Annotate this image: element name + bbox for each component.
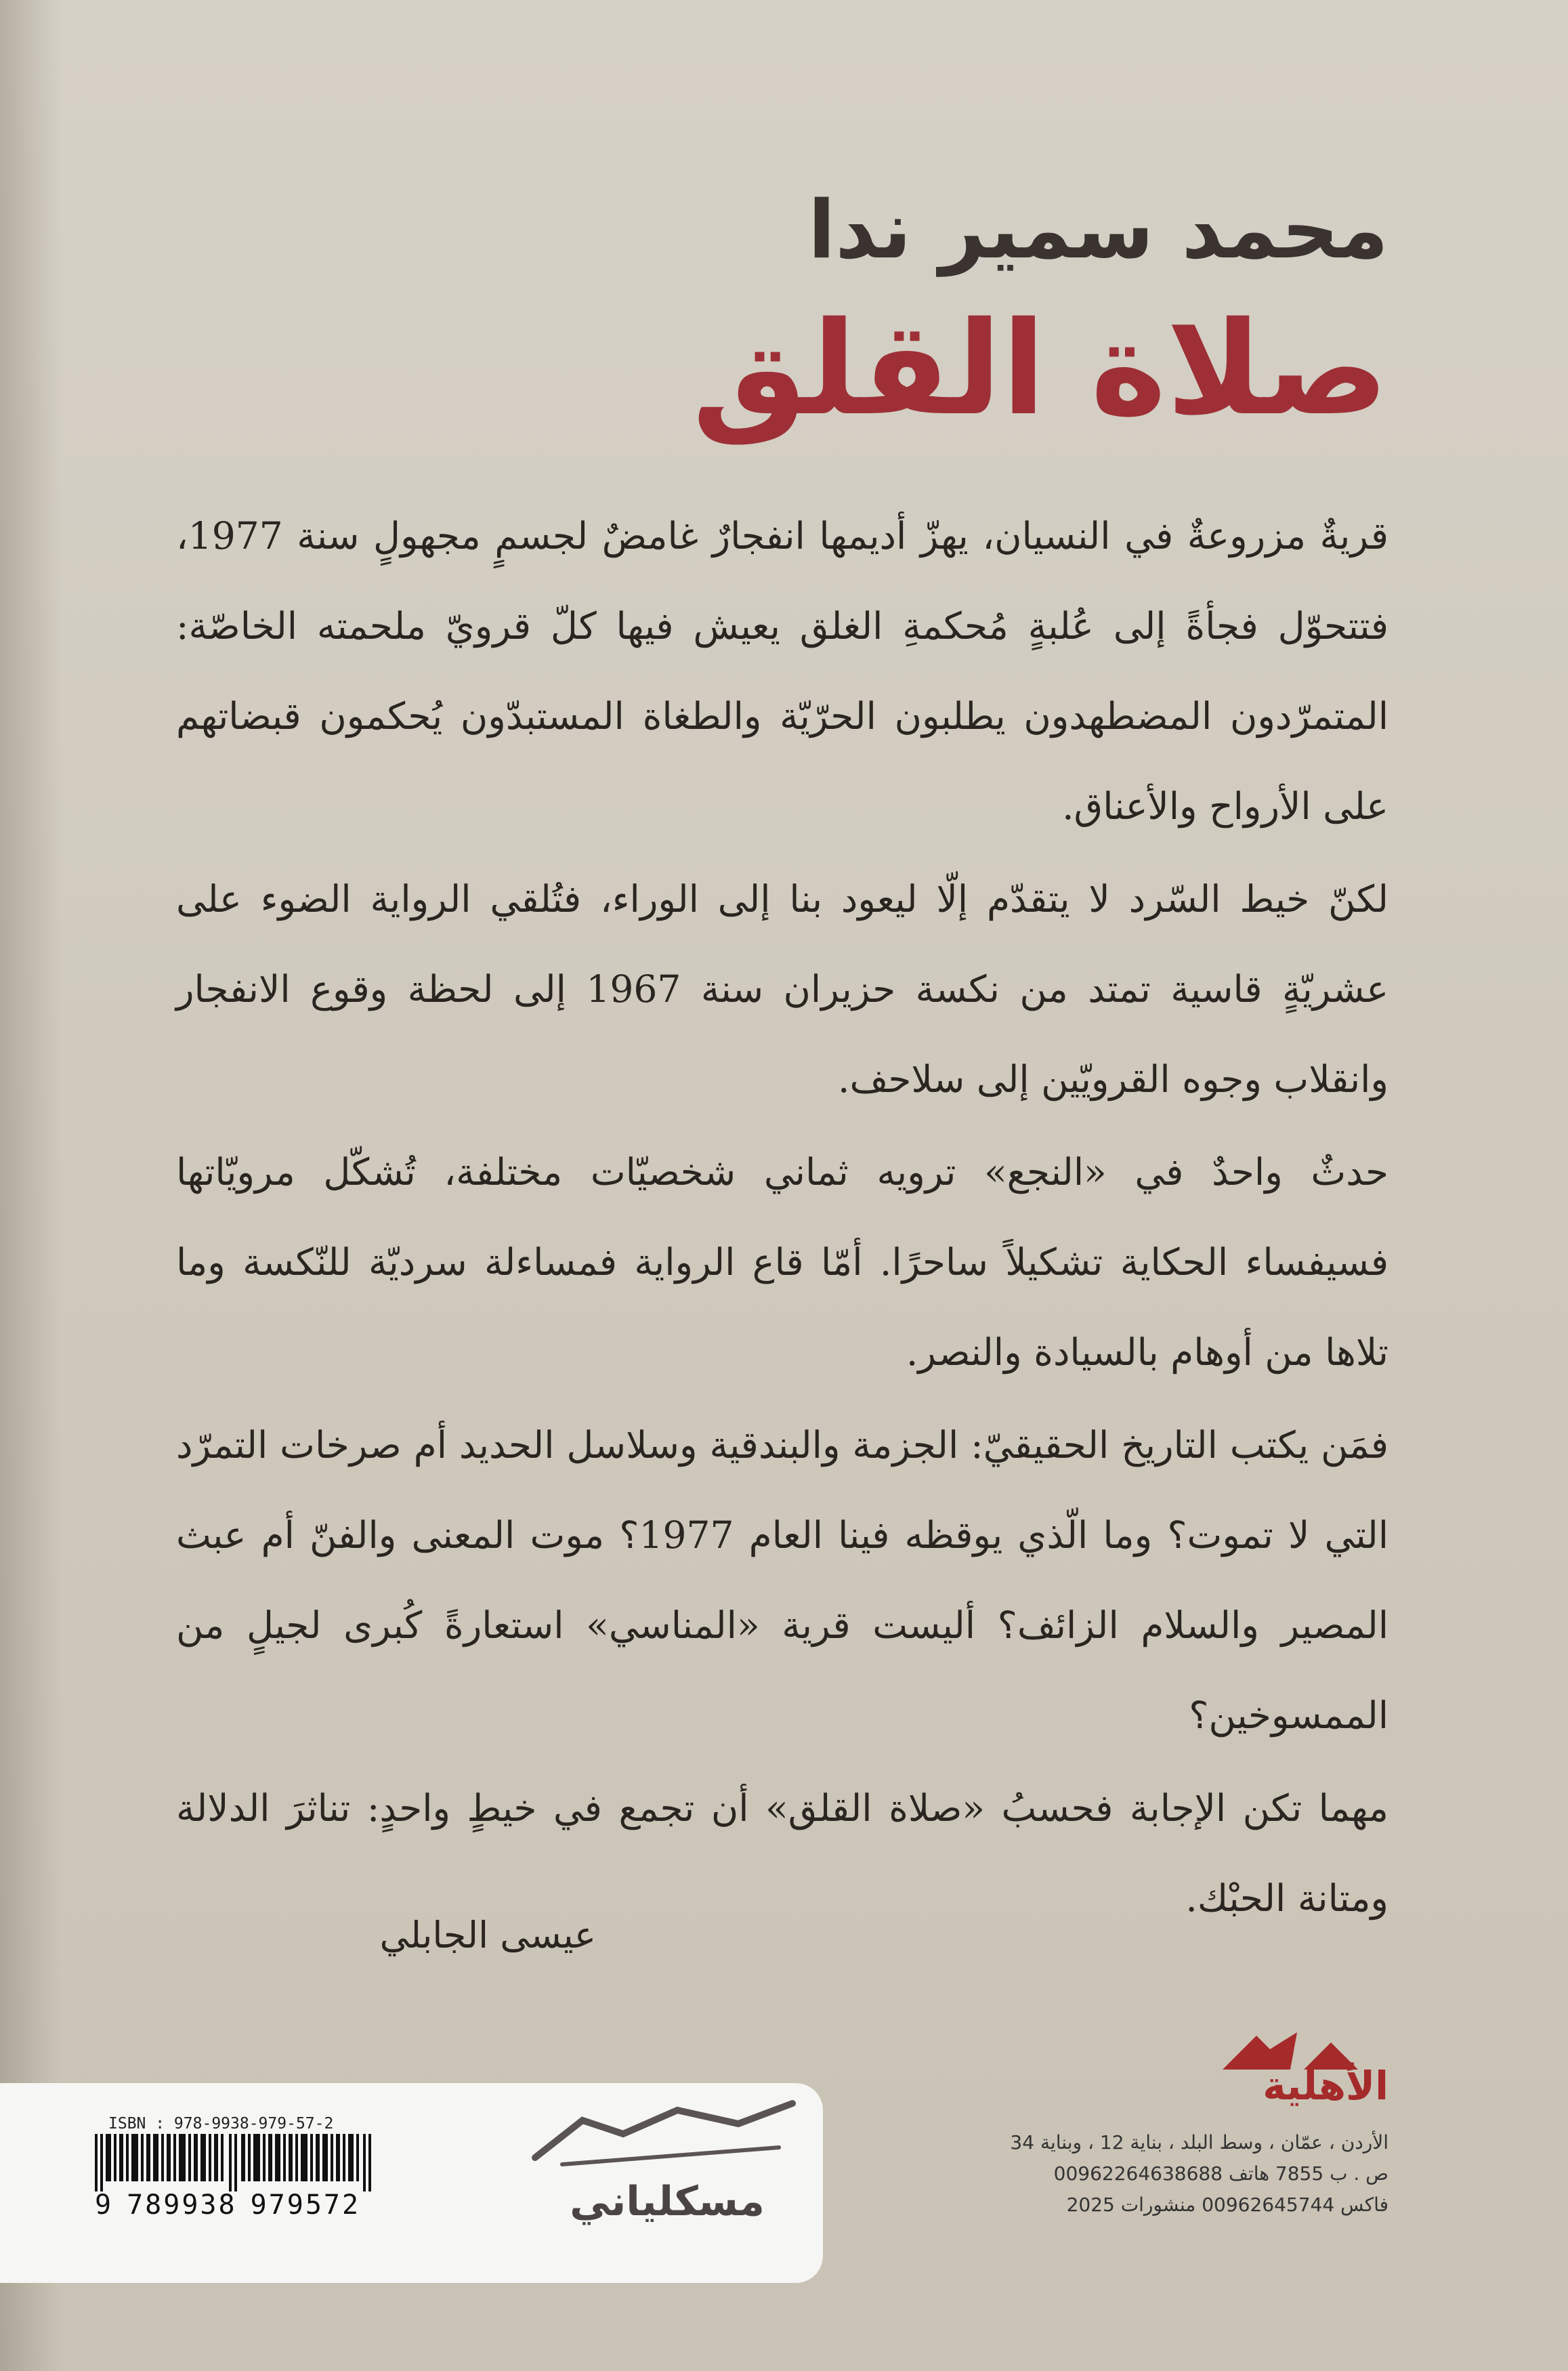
book-title: صلاة القلق: [692, 294, 1389, 444]
publisher-contact: [874, 2127, 1389, 2221]
blurb-paragraph: فمَن يكتب التاريخ الحقيقيّ: الجزمة والبندقية وسلاسل الحديد أم صرخات التمرّد التي لا تموت؟ وما الّذي يوقظه فينا العام 1977؟ موت المعنى والفنّ أم عبث المصير والسلام الزائف؟ أليست قرية «المناسي» استعارةً كُبرى لجيلٍ من الممسوخين؟: [176, 1423, 1389, 1737]
publisher-fax: فاكس 00962645744 منشورات 2025: [1066, 2194, 1389, 2216]
barcode-digit-group: 979572: [250, 2189, 361, 2221]
barcode-digit-group: 789938: [127, 2189, 237, 2221]
blurb: [176, 491, 1389, 1946]
blurb-paragraph: مهما تكن الإجابة فحسبُ «صلاة القلق» أن تجمع في خيطٍ واحدٍ: تناثرَ الدلالة ومتانة الحبْك.: [176, 1786, 1389, 1920]
barcode-digit-first: 9: [95, 2189, 114, 2221]
publisher-phone: ص . ب 7855 هاتف 00962264638688: [1053, 2162, 1389, 2185]
publisher-address: الأردن ، عمّان ، وسط البلد ، بناية 12 ، وبناية 34: [1010, 2131, 1389, 2154]
barcode-icon: [95, 2134, 379, 2191]
blurb-signature: عيسى الجابلي: [379, 1914, 596, 1956]
author-name: محمد سمير ندا: [807, 183, 1389, 276]
publisher-name: الأهلية: [1263, 2063, 1389, 2109]
blurb-paragraph: حدثٌ واحدٌ في «النجع» ترويه ثماني شخصيّات مختلفة، تُشكّل مرويّاتها فسيفساء الحكاية تشكيلاً ساحرًا. أمّا قاع الرواية فمساءلة سرديّة للنّكسة وما تلاها من أوهام بالسيادة والنصر.: [176, 1150, 1389, 1374]
blurb-paragraph: لكنّ خيط السّرد لا يتقدّم إلّا ليعود بنا إلى الوراء، فتُلقي الرواية الضوء على عشريّةٍ قاسية تمتد من نكسة حزيران سنة 1967 إلى لحظة وقوع الانفجار وانقلاب وجوه القرويّين إلى سلاحف.: [176, 877, 1389, 1101]
blurb-paragraph: قريةٌ مزروعةٌ في النسيان، يهزّ أديمها انفجارٌ غامضٌ لجسمٍ مجهولٍ سنة 1977، فتتحوّل فجأةً إلى عُلبةٍ مُحكمةِ الغلق يعيش فيها كلّ قرويّ ملحمته الخاصّة: المتمرّدون المضطهدون يطلبون الحرّيّة والطغاة المستبدّون يُحكمون قبضاتهم على الأرواح والأعناق.: [176, 514, 1389, 828]
barcode-digits: [95, 2189, 374, 2221]
distributor-name: مسكلياني: [570, 2178, 765, 2225]
distributor-logo-icon: [522, 2093, 813, 2175]
isbn-label: ISBN : 978-9938-979-57-2: [108, 2115, 334, 2133]
